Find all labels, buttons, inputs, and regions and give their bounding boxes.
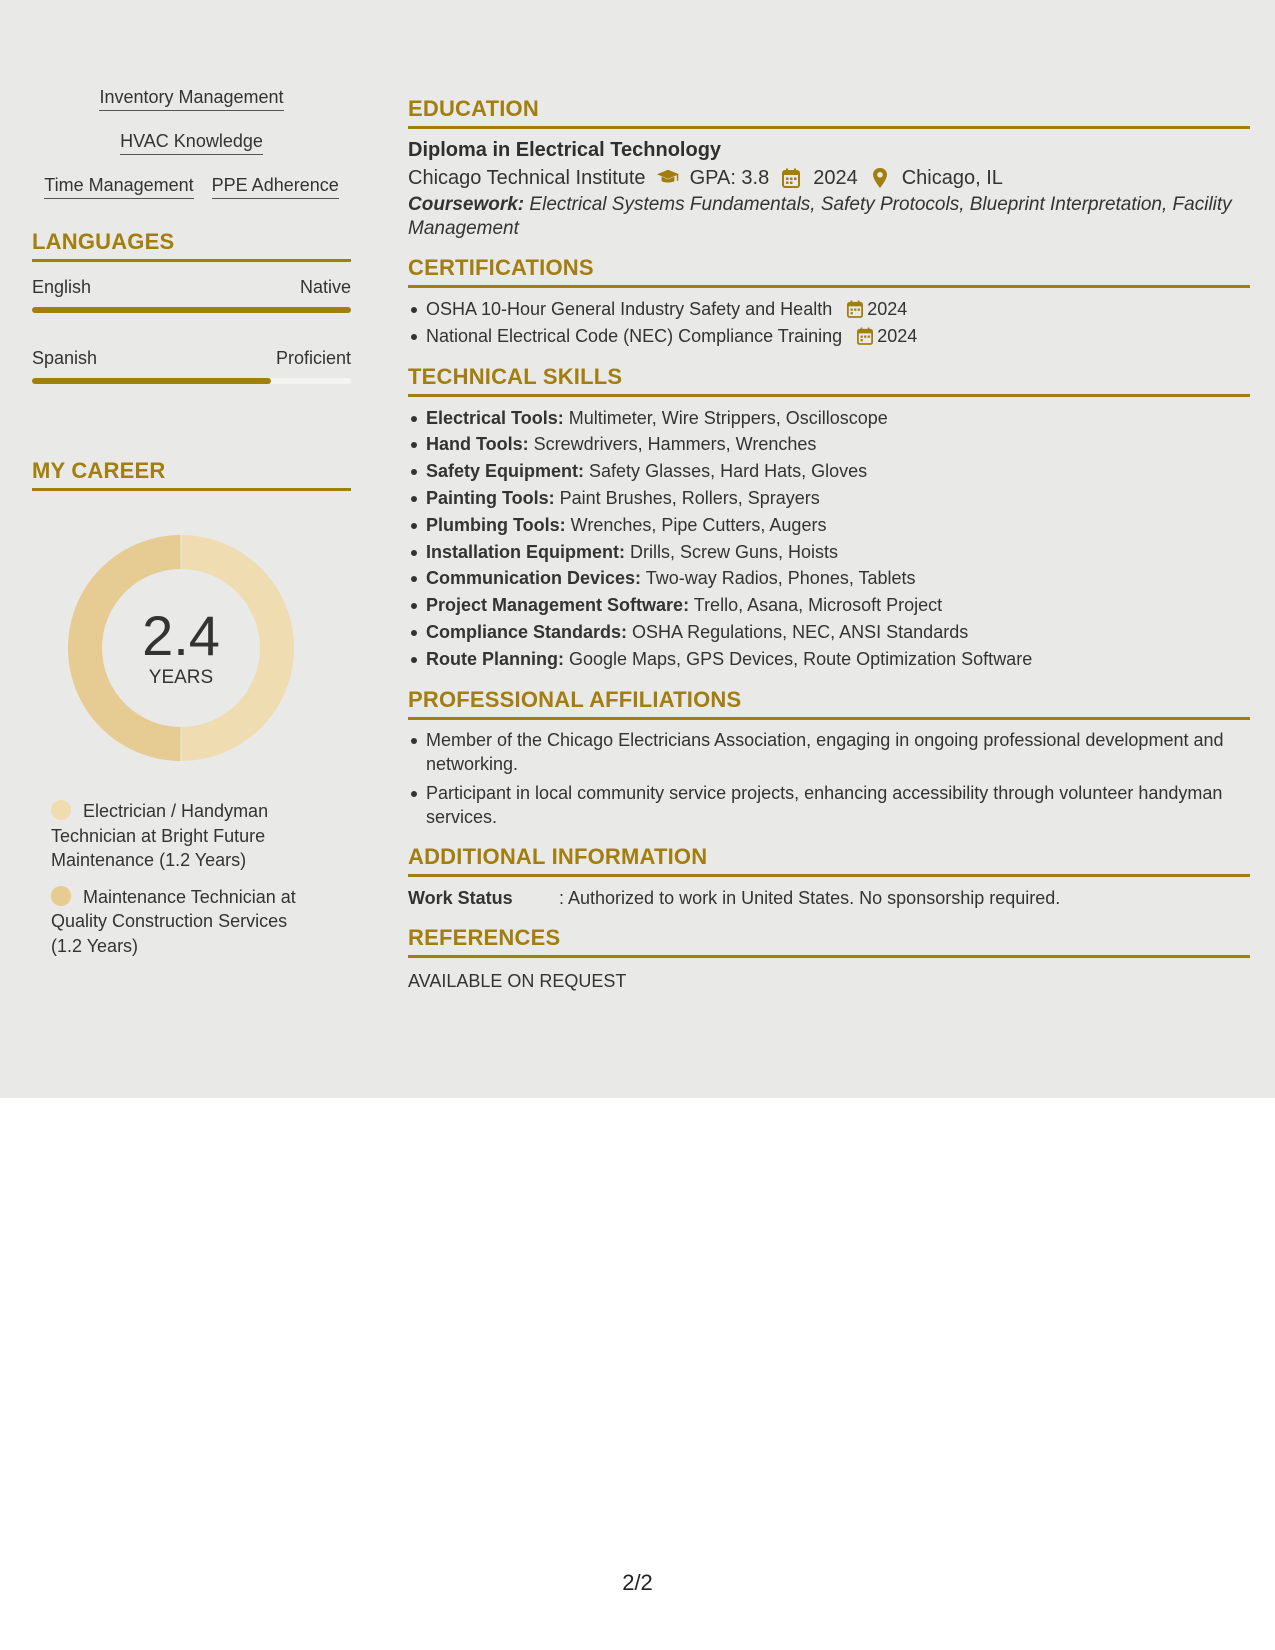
references-heading: REFERENCES: [408, 925, 1250, 958]
career-job-text: Maintenance Technician at Quality Construction Services (1.2 Years): [51, 886, 296, 956]
skill-label: Painting Tools:: [426, 487, 555, 508]
additional-info-heading: ADDITIONAL INFORMATION: [408, 844, 1250, 877]
coursework-label: Coursework:: [408, 194, 525, 215]
language-name: Spanish: [32, 348, 98, 368]
legend-dot: [51, 800, 71, 820]
skill-label: Hand Tools:: [426, 434, 529, 455]
career-job-text: Electrician / Handyman Technician at Bright Future Maintenance (1.2 Years): [51, 801, 269, 870]
technical-skills-list: [408, 405, 1250, 673]
skill-value: Safety Glasses, Hard Hats, Gloves: [584, 461, 868, 482]
skill-tag: PPE Adherence: [212, 174, 339, 199]
coursework: [408, 193, 1250, 241]
list-item: [408, 646, 1250, 673]
languages-heading: LANGUAGES: [32, 229, 351, 262]
language-bar: [32, 307, 351, 313]
language-bar-fill: [32, 307, 351, 313]
list-item: Participant in local community service projects, enhancing accessibility through volunteer handyman services.: [408, 781, 1250, 830]
technical-skills-heading: TECHNICAL SKILLS: [408, 364, 1250, 397]
language-name: English: [32, 277, 92, 297]
language-english: [32, 276, 351, 313]
career-legend: [51, 799, 321, 958]
education-heading: EDUCATION: [408, 96, 1250, 129]
list-item: [408, 405, 1250, 432]
language-bar: [32, 378, 351, 384]
list-item: [408, 485, 1250, 512]
list-item: [408, 512, 1250, 539]
language-bar-fill: [32, 378, 271, 384]
language-spanish: [32, 347, 351, 384]
calendar-icon: [847, 300, 863, 318]
list-item: [408, 539, 1250, 566]
degree-title: Diploma in Electrical Technology: [408, 139, 722, 161]
language-level: Native: [299, 277, 351, 297]
coursework-text: Electrical Systems Fundamentals, Safety Protocols, Blueprint Interpretation, Facility Management: [408, 194, 1232, 239]
skill-tag: Time Management: [44, 174, 193, 199]
affiliations-list: [408, 728, 1250, 830]
right-column: [408, 96, 1250, 994]
map-pin-icon: [868, 166, 892, 190]
skill-label: Safety Equipment:: [426, 461, 585, 482]
list-item: Member of the Chicago Electricians Association, engaging in ongoing professional development and networking.: [408, 728, 1250, 777]
skill-value: Multimeter, Wire Strippers, Oscilloscope: [563, 407, 888, 428]
skill-value: Drills, Screw Guns, Hoists: [625, 541, 839, 562]
left-column: [32, 86, 351, 970]
list-item: [408, 323, 1250, 350]
technical-skills-section: [408, 364, 1250, 673]
work-status-row: [408, 885, 1250, 911]
skill-value: Trello, Asana, Microsoft Project: [689, 595, 943, 616]
list-item: [408, 458, 1250, 485]
skill-row: [32, 130, 351, 155]
skill-value: Screwdrivers, Hammers, Wrenches: [528, 434, 817, 455]
calendar-icon: [779, 166, 803, 190]
school-location: Chicago, IL: [901, 167, 1003, 189]
skill-value: OSHA Regulations, NEC, ANSI Standards: [627, 621, 969, 642]
skill-tag: Inventory Management: [99, 86, 283, 111]
legend-dot: [51, 886, 71, 906]
calendar-icon: [857, 327, 873, 345]
education-section: [408, 96, 1250, 241]
skill-label: Communication Devices:: [426, 568, 642, 589]
career-legend-item: [51, 799, 321, 873]
skill-label: Compliance Standards:: [426, 621, 628, 642]
skill-row: [32, 174, 351, 199]
skill-label: Electrical Tools:: [426, 407, 564, 428]
skill-label: Project Management Software:: [426, 595, 690, 616]
skill-value: Google Maps, GPS Devices, Route Optimization Software: [564, 648, 1033, 669]
skill-tag: HVAC Knowledge: [120, 130, 263, 155]
education-meta: [408, 163, 1250, 193]
list-item: [408, 565, 1250, 592]
work-status-value: : Authorized to work in United States. No sponsorship required.: [559, 887, 1061, 908]
references-section: [408, 925, 1250, 994]
certification-name: OSHA 10-Hour General Industry Safety and Health: [426, 299, 833, 319]
certifications-heading: CERTIFICATIONS: [408, 255, 1250, 288]
references-text: AVAILABLE ON REQUEST: [408, 970, 627, 991]
career-donut: [66, 533, 296, 763]
skill-value: Paint Brushes, Rollers, Sprayers: [554, 487, 820, 508]
career-legend-item: [51, 885, 321, 959]
certification-name: National Electrical Code (NEC) Compliance Training: [426, 325, 843, 346]
certification-year: 2024: [867, 299, 908, 319]
affiliations-section: [408, 687, 1250, 830]
work-status-label: Work Status: [408, 887, 513, 908]
graduation-year: 2024: [813, 167, 858, 189]
affiliations-heading: PROFESSIONAL AFFILIATIONS: [408, 687, 1250, 720]
additional-info-section: [408, 844, 1250, 911]
skill-tags: [32, 86, 351, 199]
gpa: GPA: 3.8: [689, 167, 770, 189]
graduation-cap-icon: [656, 166, 680, 190]
certifications-section: [408, 255, 1250, 350]
career-heading: MY CAREER: [32, 458, 351, 491]
language-level: Proficient: [275, 348, 351, 368]
career-unit: YEARS: [148, 667, 214, 688]
skill-label: Plumbing Tools:: [426, 514, 566, 535]
skill-value: Wrenches, Pipe Cutters, Augers: [565, 514, 827, 535]
skill-row: [32, 86, 351, 111]
list-item: [408, 619, 1250, 646]
school-name: Chicago Technical Institute: [408, 167, 646, 189]
career-total-years: 2.4: [142, 604, 220, 667]
list-item: [408, 431, 1250, 458]
page-number: 2/2: [622, 1570, 653, 1595]
list-item: [408, 592, 1250, 619]
skill-label: Route Planning:: [426, 648, 564, 669]
skill-label: Installation Equipment:: [426, 541, 626, 562]
skill-value: Two-way Radios, Phones, Tablets: [641, 568, 916, 589]
list-item: [408, 296, 1250, 323]
certifications-list: [408, 296, 1250, 350]
certification-year: 2024: [877, 325, 918, 346]
